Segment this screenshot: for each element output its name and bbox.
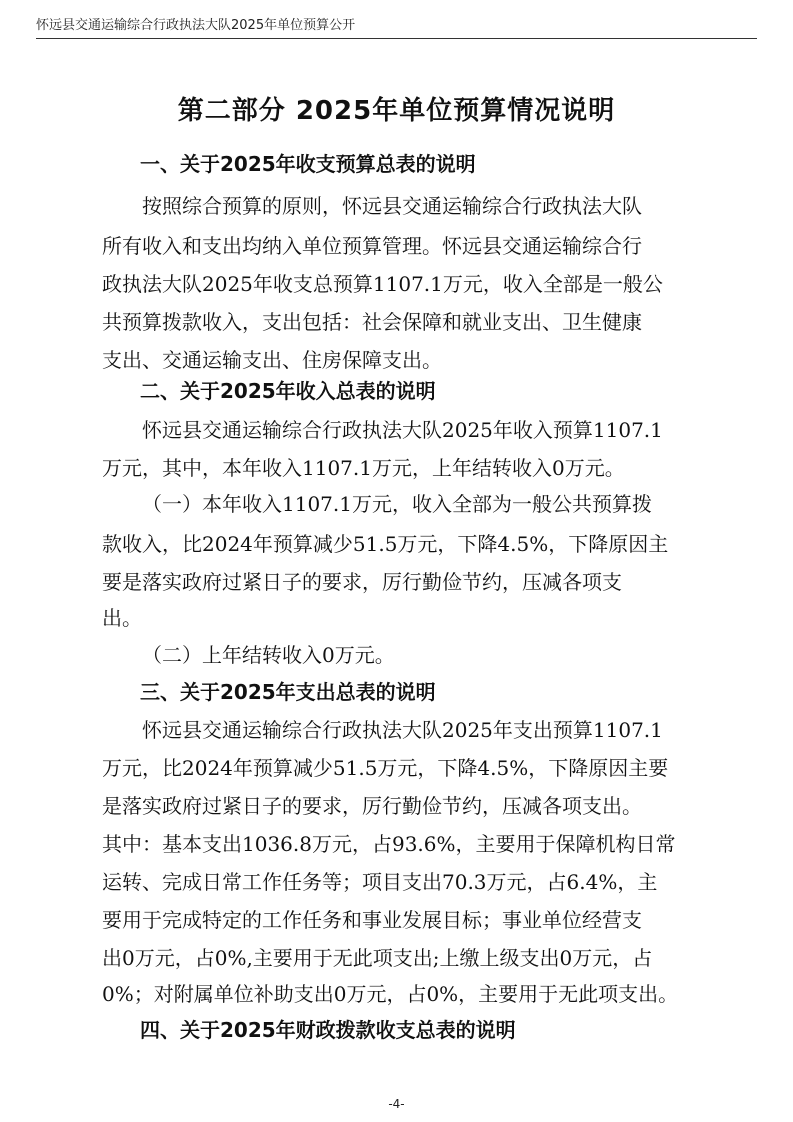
body-line: 万元，其中，本年收入1107.1万元，上年结转收入0万元。: [102, 456, 625, 480]
body-line: 出。: [102, 606, 142, 630]
body-line: 所有收入和支出均纳入单位预算管理。怀远县交通运输综合行: [102, 234, 642, 258]
body-line: 出0万元，占0%,主要用于无此项支出;上缴上级支出0万元，占: [102, 946, 653, 970]
section-heading: 一、关于2025年收支预算总表的说明: [140, 152, 476, 176]
body-line: 支出、交通运输支出、住房保障支出。: [102, 348, 442, 372]
body-line: 运转、完成日常工作任务等；项目支出70.3万元，占6.4%，主: [102, 870, 658, 894]
page-title: 第二部分 2025年单位预算情况说明: [177, 96, 616, 126]
body-line: 款收入，比2024年预算减少51.5万元，下降4.5%，下降原因主: [102, 532, 669, 556]
body-line: 0%；对附属单位补助支出0万元，占0%，主要用于无此项支出。: [102, 982, 679, 1006]
body-line: 共预算拨款收入，支出包括：社会保障和就业支出、卫生健康: [102, 310, 642, 334]
body-line: （一）本年收入1107.1万元，收入全部为一般公共预算拨: [142, 492, 652, 516]
body-line: 要是落实政府过紧日子的要求，厉行勤俭节约，压减各项支: [102, 570, 622, 594]
body-line: 政执法大队2025年收支总预算1107.1万元，收入全部是一般公: [102, 272, 663, 296]
page-header: 怀远县交通运输综合行政执法大队2025年单位预算公开: [36, 18, 356, 33]
body-line: 其中：基本支出1036.8万元，占93.6%，主要用于保障机构日常: [102, 832, 676, 856]
section-heading: 三、关于2025年支出总表的说明: [140, 680, 436, 704]
body-line: 按照综合预算的原则，怀远县交通运输综合行政执法大队: [142, 194, 642, 218]
header-divider: [36, 38, 757, 39]
body-line: 怀远县交通运输综合行政执法大队2025年收入预算1107.1: [142, 418, 663, 442]
body-line: 是落实政府过紧日子的要求，厉行勤俭节约，压减各项支出。: [102, 794, 642, 818]
body-line: 要用于完成特定的工作任务和事业发展目标；事业单位经营支: [102, 908, 642, 932]
section-heading: 四、关于2025年财政拨款收支总表的说明: [140, 1018, 516, 1042]
body-line: （二）上年结转收入0万元。: [142, 643, 395, 667]
section-heading: 二、关于2025年收入总表的说明: [140, 379, 436, 403]
page-number: -4-: [388, 1097, 405, 1111]
body-line: 怀远县交通运输综合行政执法大队2025年支出预算1107.1: [142, 718, 663, 742]
body-line: 万元，比2024年预算减少51.5万元，下降4.5%，下降原因主要: [102, 756, 669, 780]
